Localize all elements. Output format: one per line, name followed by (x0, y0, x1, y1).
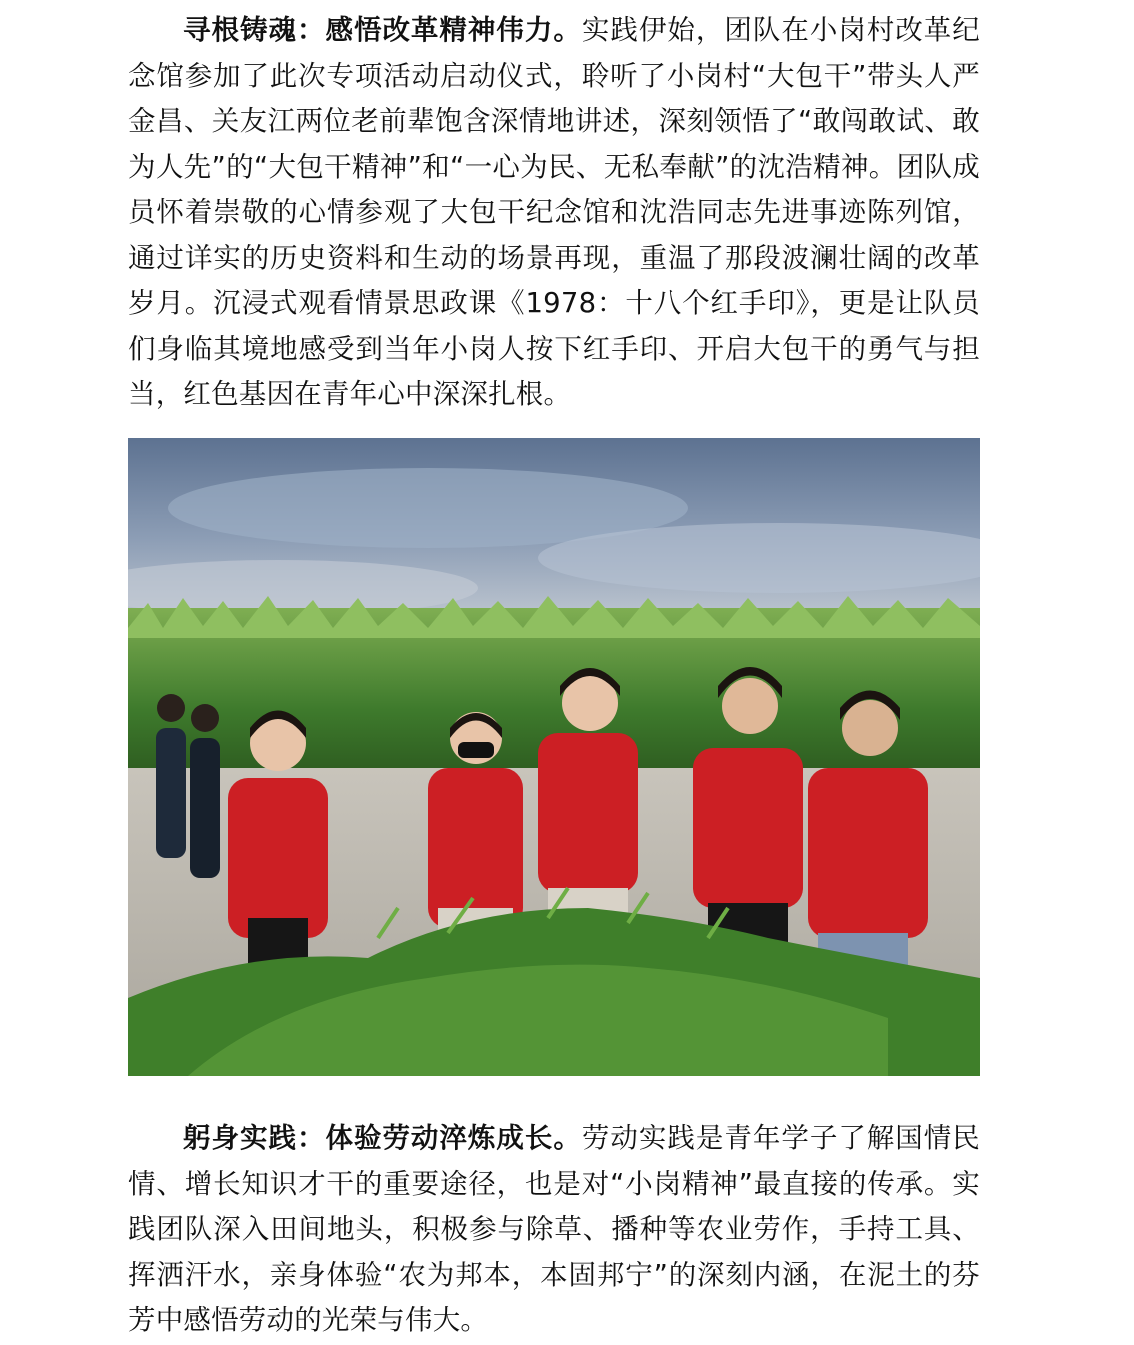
paragraph-labor-practice (128, 1116, 980, 1344)
paragraph-root-seeking (128, 8, 980, 418)
paragraph-heading: 寻根铸魂：感悟改革精神伟力。 (183, 14, 582, 46)
paragraph-heading: 躬身实践：体验劳动淬炼成长。 (183, 1122, 582, 1154)
photo-illustration (128, 438, 980, 1076)
team-field-photo (128, 438, 980, 1076)
paragraph-body: 实践伊始，团队在小岗村改革纪念馆参加了此次专项活动启动仪式，聆听了小岗村“大包干”带头人严金昌、关友江两位老前辈饱含深情地讲述，深刻领悟了“敢闯敢试、敢为人先”的“大包干精神”和“一心为民、无私奉献”的沈浩精神。团队成员怀着崇敬的心情参观了大包干纪念馆和沈浩同志先进事迹陈列馆，通过详实的历史资料和生动的场景再现，重温了那段波澜壮阔的改革岁月。沉浸式观看情景思政课《1978：十八个红手印》，更是让队员们身临其境地感受到当年小岗人按下红手印、开启大包干的勇气与担当，红色基因在青年心中深深扎根。 (128, 14, 980, 410)
paragraph-body: 劳动实践是青年学子了解国情民情、增长知识才干的重要途径，也是对“小岗精神”最直接的传承。实践团队深入田间地头，积极参与除草、播种等农业劳作，手持工具、挥洒汗水，亲身体验“农为邦本，本固邦宁”的深刻内涵，在泥土的芬芳中感悟劳动的光荣与伟大。 (128, 1122, 980, 1336)
